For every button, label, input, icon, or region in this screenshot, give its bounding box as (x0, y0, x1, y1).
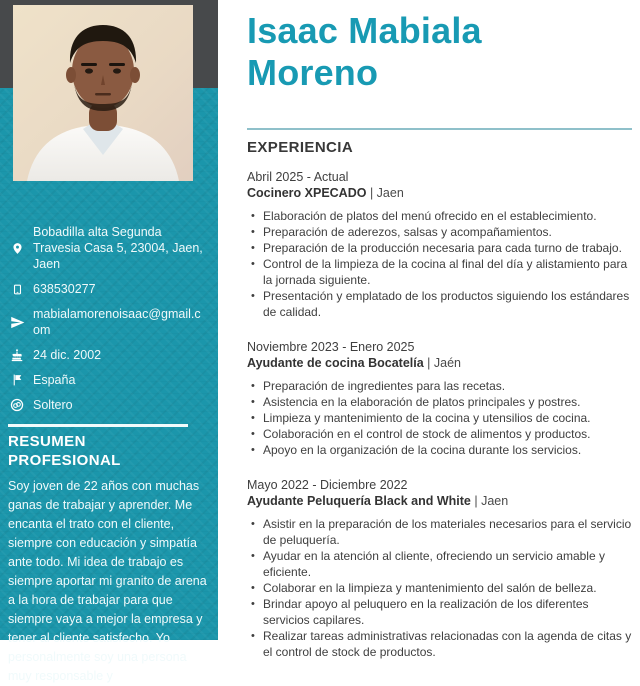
mobile-phone-icon (9, 281, 25, 297)
sidebar (0, 0, 218, 683)
bullet-item: • Apoyo en la organización de la cocina durante los servicios. (251, 442, 632, 458)
bullet-item: • Elaboración de platos del menú ofrecido en el establecimiento. (251, 208, 632, 224)
phone-text: 638530277 (33, 282, 96, 296)
bullet-item: • Brindar apoyo al peluquero en la realización de los diferentes servicios capilares. (251, 596, 632, 628)
portrait-illustration (13, 5, 193, 181)
birthday-cake-icon (9, 347, 25, 363)
entry-bullets (247, 208, 632, 320)
flag-icon (9, 372, 25, 388)
address-line: Jaen (33, 257, 61, 271)
location-pin-icon (9, 240, 25, 256)
experience-entry (247, 477, 632, 660)
marital-status-text: Soltero (33, 398, 73, 412)
bullet-item: • Limpieza y mantenimiento de la cocina y utensilios de cocina. (251, 410, 632, 426)
contact-item-marital-status (9, 397, 209, 413)
contact-list (9, 224, 209, 413)
entry-location: | Jaen (369, 186, 404, 200)
entry-title: Cocinero XPECADO (247, 186, 367, 200)
main-column (247, 0, 632, 660)
email-text: mabialamorenoisaac@gmail.com (33, 307, 201, 337)
entry-title: Ayudante de cocina Bocatelía (247, 356, 424, 370)
bullet-item: • Asistir en la preparación de los materiales necesarios para el servicio de peluquería. (251, 516, 632, 548)
summary-section-title: RESUMEN PROFESIONAL (8, 433, 121, 469)
contact-item-email (9, 306, 209, 338)
summary-text: Soy joven de 22 años con muchas ganas de trabajar y aprender. Me encanta el trato con el cliente, siempre con educación y simpatía ante todo. Mi idea de trabajo es siempre aportar mi granito de arena a la hora de trabajar para que siempre vaya a mejor la empresa y tener al cliente satisfecho. Yo personalmente soy una persona muy responsable y (8, 479, 207, 683)
bullet-item: • Colaborar en la limpieza y mantenimiento del salón de belleza. (251, 580, 632, 596)
entry-dates: Abril 2025 - Actual (247, 170, 349, 184)
marital-status-ring-icon (9, 397, 25, 413)
contact-item-nationality (9, 372, 209, 388)
address-text (33, 224, 205, 272)
candidate-name: Isaac Mabiala Moreno (247, 10, 482, 93)
address-line: Travesia Casa 5, 23004, Jaen, (33, 241, 203, 255)
sidebar-divider (8, 424, 188, 427)
entry-title-line (247, 493, 632, 509)
send-paper-plane-icon (9, 314, 25, 330)
address-line: Bobadilla alta Segunda (33, 225, 162, 239)
entry-location: | Jaen (474, 494, 509, 508)
contact-item-address (9, 224, 209, 272)
bullet-item: • Realizar tareas administrativas relacionadas con la agenda de citas y el control de stock de productos. (251, 628, 632, 660)
experience-entry (247, 169, 632, 320)
profile-photo (13, 5, 193, 181)
bullet-item: • Preparación de aderezos, salsas y acompañamientos. (251, 224, 632, 240)
entry-bullets (247, 378, 632, 458)
nationality-text: España (33, 373, 76, 387)
contact-item-phone (9, 281, 209, 297)
experience-section-title: EXPERIENCIA (247, 139, 354, 156)
experience-entry (247, 339, 632, 458)
bullet-item: • Colaboración en el control de stock de alimentos y productos. (251, 426, 632, 442)
entry-bullets (247, 516, 632, 660)
bullet-item: • Preparación de ingredientes para las recetas. (251, 378, 632, 394)
entry-title-line (247, 355, 632, 371)
bullet-item: • Preparación de la producción necesaria para cada turno de trabajo. (251, 240, 632, 256)
entry-location: | Jaén (427, 356, 461, 370)
birthdate-text: 24 dic. 2002 (33, 348, 102, 362)
entry-title-line (247, 185, 632, 201)
bullet-item: • Presentación y emplatado de los productos siguiendo los estándares de calidad. (251, 288, 632, 320)
contact-item-birthdate (9, 347, 209, 363)
entry-dates: Noviembre 2023 - Enero 2025 (247, 340, 415, 354)
bullet-item: • Ayudar en la atención al cliente, ofreciendo un servicio amable y eficiente. (251, 548, 632, 580)
bullet-item: • Control de la limpieza de la cocina al final del día y alistamiento para la jornada siguiente. (251, 256, 632, 288)
entry-title: Ayudante Peluquería Black and White (247, 494, 471, 508)
section-divider (247, 128, 632, 130)
bullet-item: • Asistencia en la elaboración de platos principales y postres. (251, 394, 632, 410)
entry-dates: Mayo 2022 - Diciembre 2022 (247, 478, 408, 492)
